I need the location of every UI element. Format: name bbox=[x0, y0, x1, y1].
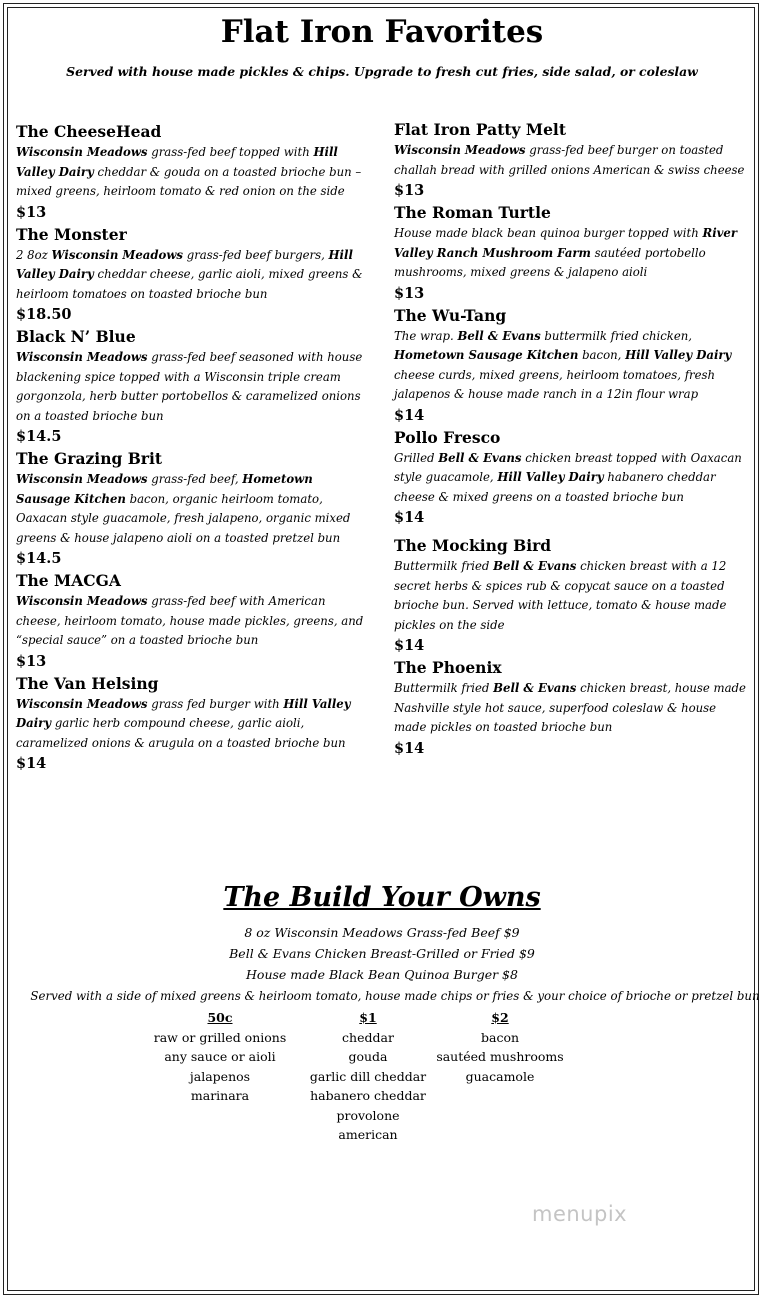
menu-item bbox=[16, 121, 368, 224]
supplier-name: Bell & Evans bbox=[493, 559, 577, 573]
supplier-name: Hometown Sausage Kitchen bbox=[394, 348, 579, 362]
item-description bbox=[16, 592, 368, 651]
addon-item: cheddar bbox=[342, 1029, 394, 1045]
menu-item bbox=[394, 657, 748, 760]
description-text: bacon, organic heirloom tomato, Oaxacan style guacamole, fresh jalapeno, organic mixed greens & house jalapeno aioli on a toasted pretzel bun bbox=[16, 491, 351, 545]
description-text: grass-fed beef, bbox=[147, 472, 243, 486]
description-text: chicken breast topped with Oaxacan style guacamole, bbox=[394, 450, 742, 484]
build-note: Served with a side of mixed greens & heirloom tomato, house made chips or fries & your choice of brioche or pretzel bun bbox=[30, 989, 760, 1003]
supplier-name: Hill Valley Dairy bbox=[625, 348, 732, 362]
addon-price: $2 bbox=[491, 1010, 509, 1025]
item-price: $13 bbox=[16, 203, 47, 221]
item-name: The Phoenix bbox=[394, 658, 502, 677]
addon-price: $1 bbox=[359, 1010, 377, 1025]
item-description bbox=[16, 143, 368, 202]
menu-item bbox=[394, 535, 748, 657]
supplier-name: Wisconsin Meadows bbox=[16, 472, 148, 486]
supplier-name: Hometown Sausage Kitchen bbox=[16, 472, 313, 506]
menupix-watermark: menupix bbox=[532, 1202, 628, 1226]
item-name: The Van Helsing bbox=[16, 673, 159, 693]
item-name: The CheeseHead bbox=[16, 122, 162, 141]
supplier-name: Hill Valley Dairy bbox=[16, 247, 353, 281]
supplier-name: Wisconsin Meadows bbox=[16, 350, 148, 364]
description-text: grass-fed beef burgers, bbox=[183, 247, 329, 262]
item-name: The Roman Turtle bbox=[394, 203, 551, 222]
addon-column-50c bbox=[140, 1008, 300, 1106]
supplier-name: Hill Valley Dairy bbox=[497, 470, 604, 484]
item-price: $14 bbox=[16, 755, 47, 772]
description-text: 2 8oz bbox=[16, 247, 52, 262]
addon-item: marinara bbox=[190, 1088, 250, 1103]
item-name: Flat Iron Patty Melt bbox=[394, 120, 566, 139]
addon-item: garlic dill cheddar bbox=[309, 1068, 427, 1084]
item-name: The Wu-Tang bbox=[394, 305, 507, 325]
build-beef-option: 8 oz Wisconsin Meadows Grass-fed Beef $9 bbox=[244, 925, 520, 940]
description-text: House made black bean quinoa burger topped with bbox=[394, 226, 703, 240]
menu-item bbox=[394, 427, 748, 530]
item-price: $14 bbox=[394, 637, 425, 654]
item-price: $14 bbox=[394, 739, 425, 757]
menu-item bbox=[394, 202, 748, 305]
description-text: Grilled bbox=[394, 450, 439, 465]
addon-item: habanero cheddar bbox=[310, 1088, 426, 1103]
item-price: $14.5 bbox=[16, 428, 62, 445]
supplier-name: Bell & Evans bbox=[457, 328, 541, 343]
item-name: The Grazing Brit bbox=[16, 449, 163, 468]
item-description bbox=[394, 679, 748, 738]
item-description bbox=[16, 470, 368, 548]
item-price: $14 bbox=[394, 406, 425, 424]
item-name: The Monster bbox=[16, 224, 127, 244]
item-price: $18.50 bbox=[16, 306, 72, 323]
addon-item: guacamole bbox=[465, 1068, 535, 1084]
description-text: Buttermilk fried bbox=[394, 681, 494, 695]
item-price: $13 bbox=[394, 284, 425, 302]
menu-item bbox=[394, 119, 748, 202]
menu-item bbox=[16, 326, 368, 448]
description-text: cheese curds, mixed greens, heirloom tomatoes, fresh jalapenos & house made ranch in a 12in flour wrap bbox=[394, 367, 716, 401]
supplier-name: Wisconsin Meadows bbox=[51, 247, 183, 262]
description-text: sautéed portobello mushrooms, mixed greens & jalapeno aioli bbox=[394, 245, 706, 279]
item-name: Pollo Fresco bbox=[394, 427, 501, 447]
item-description bbox=[394, 327, 748, 405]
item-price: $14.5 bbox=[16, 550, 62, 567]
menu-item bbox=[16, 224, 368, 327]
description-text: buttermilk fried chicken, bbox=[540, 328, 693, 343]
addon-column-1 bbox=[288, 1008, 448, 1145]
description-text: grass-fed beef burger on toasted challah bread with grilled onions American & swiss cheese bbox=[394, 143, 745, 177]
supplier-name: Bell & Evans bbox=[493, 681, 577, 695]
supplier-name: Wisconsin Meadows bbox=[16, 145, 148, 159]
item-price: $14 bbox=[394, 509, 425, 526]
description-text: chicken breast, house made Nashville style hot sauce, superfood coleslaw & house made pickles on toasted brioche bun bbox=[394, 681, 746, 734]
description-text: grass fed burger with bbox=[147, 696, 284, 711]
addon-item: gouda bbox=[348, 1049, 388, 1064]
supplier-name: Hill Valley Dairy bbox=[16, 696, 351, 730]
item-description bbox=[16, 695, 368, 754]
addon-item: any sauce or aioli bbox=[164, 1049, 276, 1064]
item-description bbox=[16, 246, 368, 305]
item-description bbox=[16, 348, 368, 426]
addon-item: sautéed mushrooms bbox=[436, 1049, 564, 1064]
right-column bbox=[394, 119, 748, 760]
left-column bbox=[16, 121, 368, 775]
item-name: Black N’ Blue bbox=[16, 327, 136, 346]
description-text: habanero cheddar cheese & mixed greens on a toasted brioche bun bbox=[394, 470, 716, 504]
description-text: grass-fed beef topped with bbox=[147, 145, 314, 159]
description-text: cheddar cheese, garlic aioli, mixed greens & heirloom tomatoes on toasted brioche bun bbox=[16, 267, 363, 301]
item-price: $13 bbox=[16, 652, 47, 670]
addon-item: american bbox=[338, 1127, 398, 1142]
menu-item bbox=[16, 448, 368, 570]
supplier-name: Wisconsin Meadows bbox=[16, 696, 148, 711]
menu-subtitle: Served with house made pickles & chips. Upgrade to fresh cut fries, side salad, or coleslaw bbox=[66, 64, 698, 79]
menu-item bbox=[16, 673, 368, 776]
description-text: garlic herb compound cheese, garlic aioli, caramelized onions & arugula on a toasted brioche bun bbox=[16, 716, 346, 750]
description-text: cheddar & gouda on a toasted brioche bun – mixed greens, heirloom tomato & red onion on the side bbox=[16, 164, 362, 198]
description-text: grass-fed beef with American cheese, heirloom tomato, house made pickles, greens, and “special sauce” on a toasted brioche bun bbox=[16, 594, 364, 647]
supplier-name: Wisconsin Meadows bbox=[16, 594, 148, 608]
supplier-name: River Valley Ranch Mushroom Farm bbox=[394, 226, 738, 260]
description-text: bacon, bbox=[578, 348, 626, 362]
addon-item: jalapenos bbox=[189, 1068, 251, 1084]
description-text: The wrap. bbox=[394, 328, 458, 343]
addon-item: provolone bbox=[336, 1107, 400, 1123]
build-your-own-title: The Build Your Owns bbox=[223, 882, 541, 913]
build-chicken-option: Bell & Evans Chicken Breast-Grilled or Fried $9 bbox=[229, 946, 535, 961]
menu-item bbox=[394, 305, 748, 427]
addon-column-2 bbox=[425, 1008, 575, 1086]
supplier-name: Hill Valley Dairy bbox=[16, 145, 338, 179]
addon-item: raw or grilled onions bbox=[153, 1029, 287, 1045]
description-text: grass-fed beef seasoned with house blackening spice topped with a Wisconsin triple cream gorgonzola, herb butter portobellos & caramelized onions on a toasted brioche bun bbox=[16, 350, 363, 423]
addon-price: 50c bbox=[207, 1010, 233, 1025]
description-text: chicken breast with a 12 secret herbs & spices rub & copycat sauce on a toasted brioche bun. Served with lettuce, tomato & house made pickles on the side bbox=[394, 559, 727, 632]
addon-item: bacon bbox=[480, 1029, 520, 1045]
item-name: The MACGA bbox=[16, 571, 121, 590]
supplier-name: Wisconsin Meadows bbox=[394, 143, 526, 157]
item-description bbox=[394, 141, 748, 180]
item-description bbox=[394, 557, 748, 635]
item-description bbox=[394, 449, 748, 508]
item-price: $13 bbox=[394, 182, 425, 199]
menu-title: Flat Iron Favorites bbox=[220, 14, 544, 50]
build-bean-option: House made Black Bean Quinoa Burger $8 bbox=[246, 967, 518, 982]
description-text: Buttermilk fried bbox=[394, 559, 494, 573]
supplier-name: Bell & Evans bbox=[438, 450, 522, 465]
item-name: The Mocking Bird bbox=[394, 536, 552, 555]
item-description bbox=[394, 224, 748, 283]
menu-item bbox=[16, 570, 368, 673]
